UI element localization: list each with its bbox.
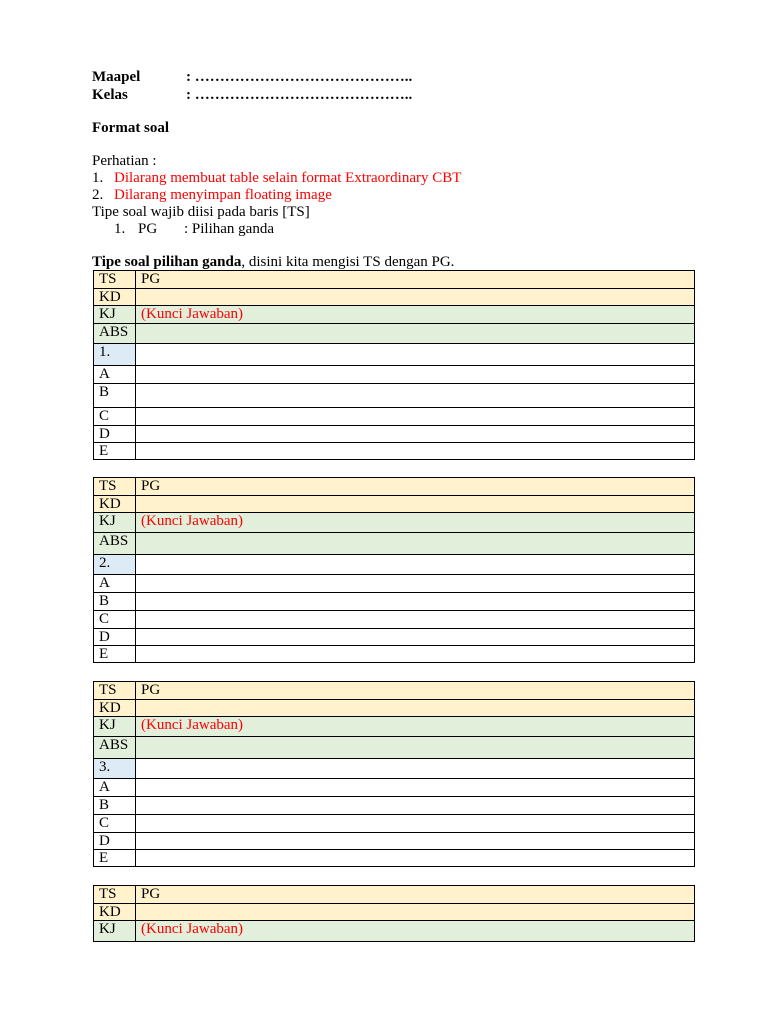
type-item-pg	[114, 220, 274, 238]
row-value[interactable]: PG	[136, 682, 695, 700]
question-text-cell[interactable]	[136, 759, 695, 779]
table-row	[94, 682, 695, 700]
rule-2	[92, 186, 332, 204]
kelas-line	[92, 86, 412, 104]
option-cell[interactable]	[136, 815, 695, 833]
question-table-3	[93, 681, 695, 867]
option-label: C	[94, 611, 136, 629]
type-item-desc: : Pilihan ganda	[184, 221, 274, 237]
option-label: E	[94, 443, 136, 460]
table-row	[94, 904, 695, 921]
option-label: E	[94, 646, 136, 663]
pg-section-title-bold: Tipe soal pilihan ganda	[92, 254, 242, 270]
option-cell[interactable]	[136, 366, 695, 384]
pg-section-title	[92, 253, 454, 271]
option-label: B	[94, 384, 136, 408]
mapel-line	[92, 68, 412, 86]
row-value[interactable]	[136, 904, 695, 921]
row-value[interactable]	[136, 496, 695, 513]
mapel-value[interactable]: : ……………………………………..	[186, 69, 413, 85]
question-number: 2.	[94, 555, 136, 575]
row-value[interactable]: (Kunci Jawaban)	[136, 717, 695, 737]
mapel-label: Maapel	[92, 69, 141, 85]
row-label: ABS	[94, 737, 136, 759]
question-text-cell[interactable]	[136, 555, 695, 575]
table-row	[94, 384, 695, 408]
rule-1-text: Dilarang membuat table selain format Extraordinary CBT	[114, 170, 462, 186]
table-row	[94, 324, 695, 344]
table-row	[94, 629, 695, 646]
option-label: D	[94, 833, 136, 850]
rule-2-text: Dilarang menyimpan floating image	[114, 187, 332, 203]
option-cell[interactable]	[136, 629, 695, 646]
row-value[interactable]	[136, 533, 695, 555]
table-row	[94, 700, 695, 717]
row-label: KJ	[94, 306, 136, 324]
row-value[interactable]: PG	[136, 478, 695, 496]
row-value[interactable]: (Kunci Jawaban)	[136, 306, 695, 324]
option-cell[interactable]	[136, 384, 695, 408]
option-cell[interactable]	[136, 833, 695, 850]
row-value[interactable]: PG	[136, 271, 695, 289]
rule-1-number: 1.	[92, 170, 104, 186]
row-label: KD	[94, 289, 136, 306]
table-row	[94, 759, 695, 779]
option-label: B	[94, 593, 136, 611]
table-row	[94, 833, 695, 850]
table-row	[94, 593, 695, 611]
option-label: E	[94, 850, 136, 867]
question-text-cell[interactable]	[136, 344, 695, 366]
pg-section-title-rest: , disini kita mengisi TS dengan PG.	[241, 254, 455, 270]
table-row	[94, 478, 695, 496]
table-row	[94, 496, 695, 513]
table-row	[94, 815, 695, 833]
row-value[interactable]	[136, 289, 695, 306]
table-row	[94, 611, 695, 629]
row-value[interactable]	[136, 737, 695, 759]
table-row	[94, 779, 695, 797]
row-value[interactable]	[136, 324, 695, 344]
ts-note: Tipe soal wajib diisi pada baris [TS]	[92, 204, 310, 220]
row-label: KD	[94, 904, 136, 921]
attention-label: Perhatian :	[92, 153, 157, 169]
option-cell[interactable]	[136, 408, 695, 426]
table-row	[94, 443, 695, 460]
option-label: D	[94, 629, 136, 646]
row-value[interactable]: (Kunci Jawaban)	[136, 513, 695, 533]
kelas-value[interactable]: : ……………………………………..	[186, 87, 413, 103]
rule-1	[92, 169, 461, 187]
option-label: A	[94, 779, 136, 797]
row-label: KJ	[94, 717, 136, 737]
row-label: KJ	[94, 921, 136, 942]
question-number: 1.	[94, 344, 136, 366]
option-cell[interactable]	[136, 593, 695, 611]
table-row	[94, 850, 695, 867]
option-label: D	[94, 426, 136, 443]
rule-2-number: 2.	[92, 187, 104, 203]
option-cell[interactable]	[136, 575, 695, 593]
row-label: TS	[94, 682, 136, 700]
option-label: A	[94, 366, 136, 384]
option-label: C	[94, 815, 136, 833]
table-row	[94, 575, 695, 593]
table-row	[94, 289, 695, 306]
option-label: C	[94, 408, 136, 426]
table-row	[94, 366, 695, 384]
table-row	[94, 408, 695, 426]
table-row	[94, 513, 695, 533]
table-row	[94, 271, 695, 289]
row-label: ABS	[94, 533, 136, 555]
row-label: KD	[94, 700, 136, 717]
table-row	[94, 555, 695, 575]
question-table-1	[93, 270, 695, 460]
row-label: TS	[94, 478, 136, 496]
option-cell[interactable]	[136, 611, 695, 629]
option-cell[interactable]	[136, 426, 695, 443]
row-value[interactable]	[136, 700, 695, 717]
option-label: B	[94, 797, 136, 815]
section-title: Format soal	[92, 120, 170, 136]
table-row	[94, 306, 695, 324]
option-cell[interactable]	[136, 443, 695, 460]
table-row	[94, 737, 695, 759]
type-item-number: 1.	[114, 221, 126, 237]
row-label: ABS	[94, 324, 136, 344]
table-row	[94, 797, 695, 815]
row-label: KD	[94, 496, 136, 513]
type-item-code: PG	[138, 221, 158, 237]
table-row	[94, 886, 695, 904]
table-row	[94, 921, 695, 942]
table-row	[94, 646, 695, 663]
question-number: 3.	[94, 759, 136, 779]
question-table-2	[93, 477, 695, 663]
row-value[interactable]: (Kunci Jawaban)	[136, 921, 695, 942]
row-label: TS	[94, 271, 136, 289]
option-cell[interactable]	[136, 850, 695, 867]
row-label: TS	[94, 886, 136, 904]
table-row	[94, 717, 695, 737]
option-label: A	[94, 575, 136, 593]
option-cell[interactable]	[136, 646, 695, 663]
table-row	[94, 533, 695, 555]
table-row	[94, 344, 695, 366]
row-label: KJ	[94, 513, 136, 533]
kelas-label: Kelas	[92, 87, 128, 103]
option-cell[interactable]	[136, 779, 695, 797]
question-table-4	[93, 885, 695, 942]
row-value[interactable]: PG	[136, 886, 695, 904]
table-row	[94, 426, 695, 443]
option-cell[interactable]	[136, 797, 695, 815]
